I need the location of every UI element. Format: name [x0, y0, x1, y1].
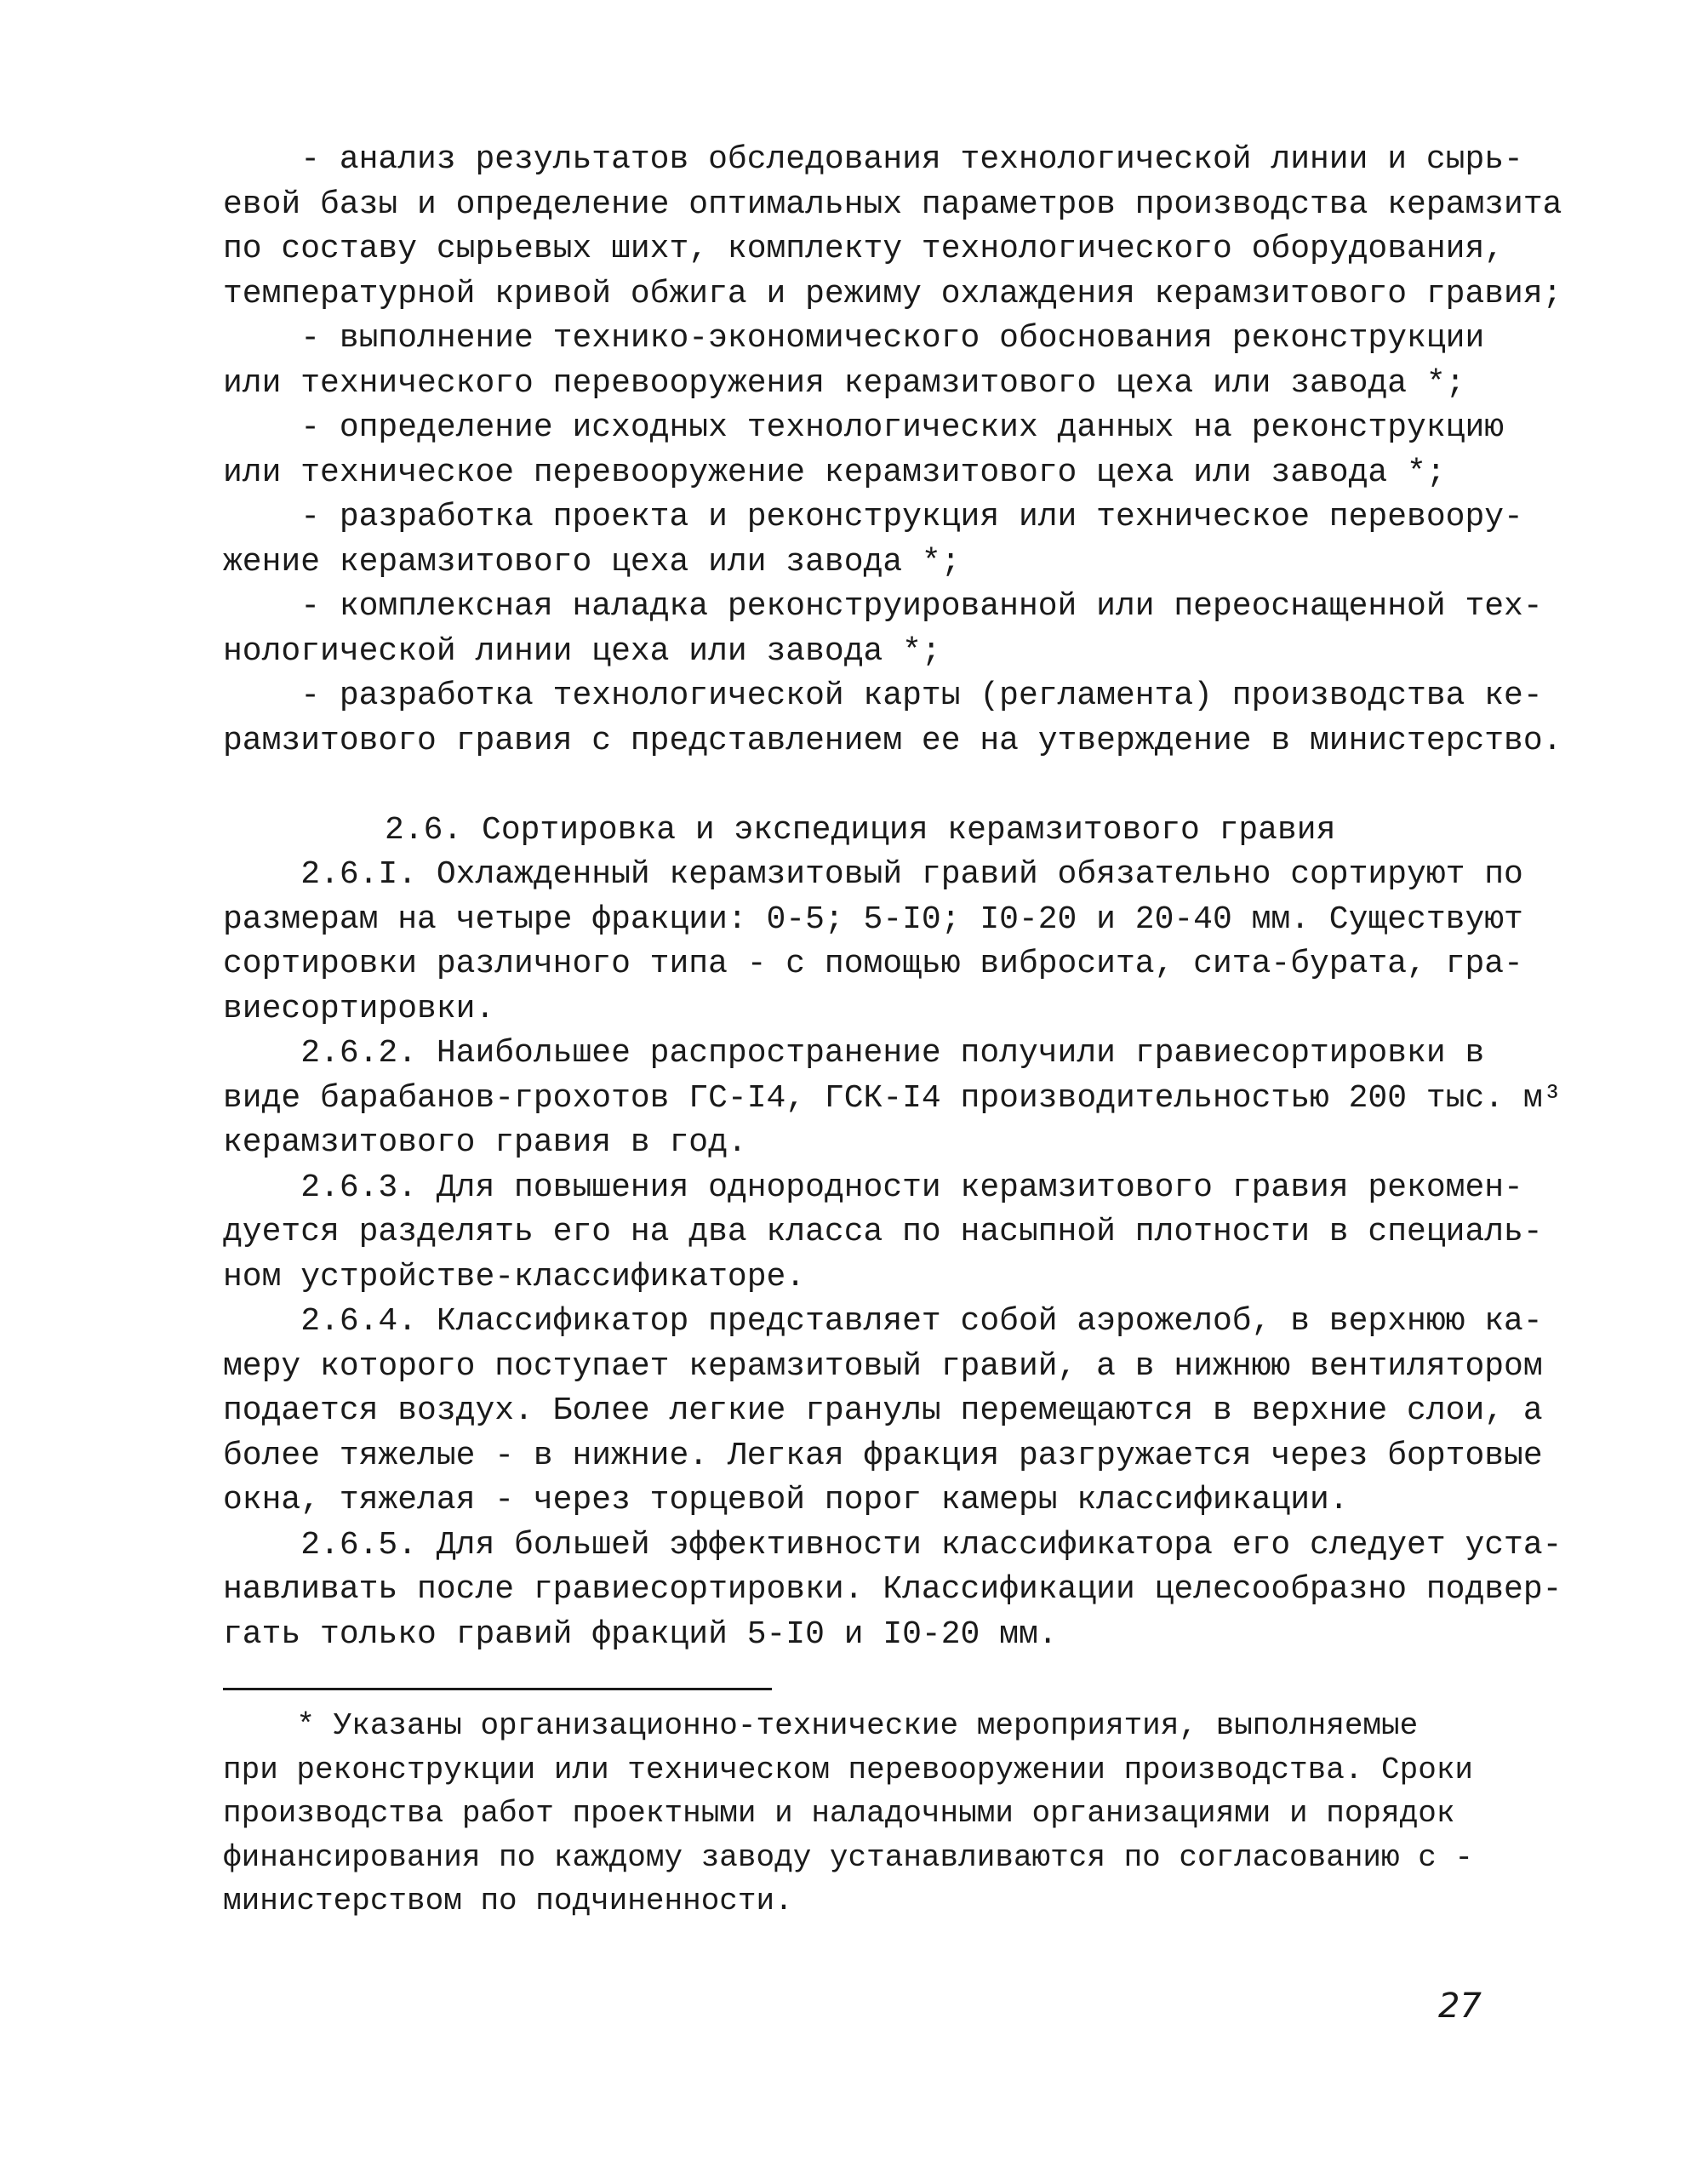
section-line: подается воздух. Более легкие гранулы перемещаются в верхние слои, а [223, 1392, 1543, 1429]
section-line: сортировки различного типа - с помощью вибросита, сита-бурата, гра- [223, 946, 1523, 982]
section-line: 2.6.I. Охлажденный керамзитовый гравий обязательно сортируют по [223, 856, 1523, 893]
section-line: окна, тяжелая - через торцевой порог камеры классификации. [223, 1482, 1349, 1518]
section-line: виде барабанов-грохотов ГС-I4, ГСК-I4 производительностью 200 тыс. м³ [223, 1079, 1562, 1117]
body-line: температурной кривой обжига и режиму охлаждения керамзитового гравия; [223, 275, 1562, 312]
body-line: - выполнение технико-экономического обоснования реконструкции [223, 320, 1485, 357]
footnote-line: производства работ проектными и наладочными организациями и порядок [223, 1796, 1455, 1831]
footnote-divider [223, 1688, 772, 1690]
section-line: 2.6.3. Для повышения однородности керамзитового гравия рекомен- [223, 1169, 1523, 1206]
body-line: - определение исходных технологических данных на реконструкцию [223, 409, 1505, 446]
main-text [223, 138, 1562, 1657]
section-heading: 2.6. Сортировка и экспедиция керамзитового гравия [385, 811, 1336, 849]
section-line: 2.6.2. Наибольшее распространение получили гравиесортировки в [223, 1035, 1485, 1072]
page-number: 27 [1438, 1987, 1482, 2026]
body-line: или техническое перевооружение керамзитового цеха или завода *; [223, 454, 1446, 491]
section-line: гать только гравий фракций 5-I0 и I0-20 мм. [223, 1615, 1058, 1653]
footnote-line: министерством по подчиненности. [223, 1884, 793, 1918]
footnote-line: * Указаны организационно-технические мероприятия, выполняемые [223, 1708, 1419, 1743]
footnote-line: финансирования по каждому заводу устанавливаются по согласованию с - [223, 1839, 1474, 1875]
section-line: более тяжелые - в нижние. Легкая фракция разгружается через бортовые [223, 1437, 1543, 1474]
section-line: 2.6.4. Классификатор представляет собой аэрожелоб, в верхнюю ка- [223, 1303, 1543, 1340]
section-line: керамзитового гравия в год. [223, 1124, 747, 1161]
section-line: дуется разделять его на два класса по насыпной плотности в специаль- [223, 1214, 1543, 1250]
section-line: ном устройстве-классификаторе. [223, 1258, 806, 1295]
spacer [223, 763, 1499, 809]
body-line: евой базы и определение оптимальных параметров производства керамзита [223, 186, 1562, 223]
footnote-line: при реконструкции или техническом перевооружении производства. Сроки [223, 1752, 1474, 1787]
body-line: - разработка проекта и реконструкция или техническое перевоору- [223, 499, 1523, 535]
section-line: навливать после гравиесортировки. Классификации целесообразно подвер- [223, 1571, 1562, 1608]
body-line: - разработка технологической карты (регламента) производства ке- [223, 677, 1543, 714]
section-line: виесортировки. [223, 990, 495, 1027]
footnote [223, 1704, 1499, 1924]
body-line: или технического перевооружения керамзитового цеха или завода *; [223, 364, 1465, 402]
body-line: по составу сырьевых шихт, комплекту технологического оборудования, [223, 231, 1505, 267]
body-line: рамзитового гравия с представлением ее на утверждение в министерство. [223, 722, 1562, 759]
section-line: 2.6.5. Для большей эффективности классификатора его следует уста- [223, 1526, 1562, 1564]
body-line: - комплексная наладка реконструированной или переоснащенной тех- [223, 588, 1543, 625]
body-line: жение керамзитового цеха или завода *; [223, 543, 961, 580]
section-line: меру которого поступает керамзитовый гравий, а в нижнюю вентилятором [223, 1347, 1543, 1385]
section-line: размерам на четыре фракции: 0-5; 5-I0; I0-20 и 20-40 мм. Существуют [223, 900, 1523, 938]
body-line: нологической линии цеха или завода *; [223, 632, 941, 670]
body-line: - анализ результатов обследования технологической линии и сырь- [223, 141, 1523, 178]
